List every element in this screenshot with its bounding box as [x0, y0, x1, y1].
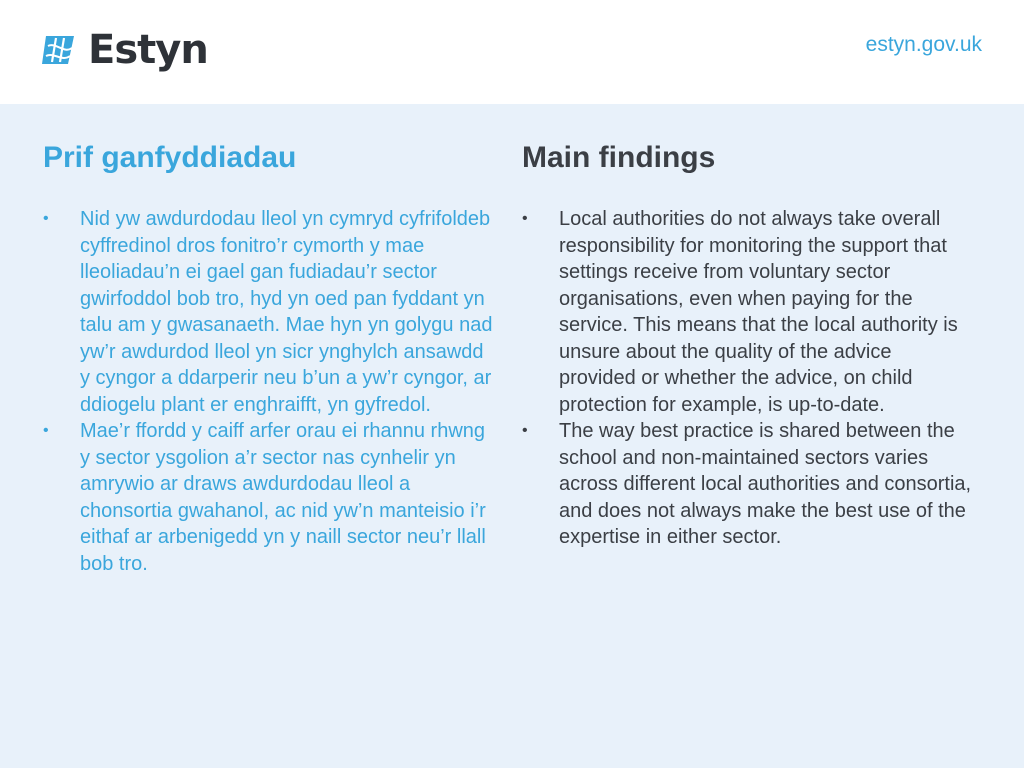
- bullet-icon: •: [43, 422, 49, 439]
- estyn-logo-mark-icon: [42, 32, 78, 68]
- bullet-icon: •: [43, 210, 49, 227]
- list-item: [522, 418, 972, 551]
- list-item: [522, 206, 972, 418]
- bullet-icon: •: [522, 210, 528, 227]
- brand-name: Estyn: [88, 27, 208, 73]
- welsh-column: [43, 138, 493, 577]
- site-url-link[interactable]: estyn.gov.uk: [865, 33, 982, 56]
- welsh-heading: Prif ganfyddiadau: [43, 141, 297, 174]
- finding-text: Mae’r ffordd y caiff arfer orau ei rhannu rhwng y sector ysgolion a’r sector nas cynhelir yn amrywio ar draws awdurdodau lleol a chonsortia gwahanol, ac nid yw’n manteisio i’r eithaf ar arbenigedd yn y naill sector neu’r llall bob tro.: [80, 420, 486, 575]
- welsh-findings-list: [43, 206, 493, 577]
- estyn-logo[interactable]: [42, 27, 208, 73]
- bullet-icon: •: [522, 422, 528, 439]
- finding-text: Local authorities do not always take overall responsibility for monitoring the support that settings receive from voluntary sector organisations, even when paying for the service. This means that the local authority is unsure about the quality of the advice provided or whether the advice, on child protection for example, is up-to-date.: [559, 208, 958, 416]
- header: [0, 0, 1024, 104]
- english-findings-list: [522, 206, 972, 551]
- list-item: [43, 418, 493, 577]
- english-heading: Main findings: [522, 141, 716, 174]
- finding-text: Nid yw awdurdodau lleol yn cymryd cyfrifoldeb cyffredinol dros fonitro’r cymorth y mae lleoliadau’n ei gael gan fudiadau’r sector gwirfoddol bob tro, hyd yn oed pan fyddant yn talu am y gwasanaeth. Mae hyn yn golygu nad yw’r awdurdod lleol yn sicr ynghylch ansawdd y cyngor a ddarperir neu b’un a yw’r cyngor, ar ddiogelu plant er enghraifft, yn gyfredol.: [80, 208, 493, 416]
- english-column: [522, 138, 972, 551]
- finding-text: The way best practice is shared between the school and non-maintained sectors varies across different local authorities and consortia, and does not always make the best use of the expertise in either sector.: [559, 420, 972, 548]
- list-item: [43, 206, 493, 418]
